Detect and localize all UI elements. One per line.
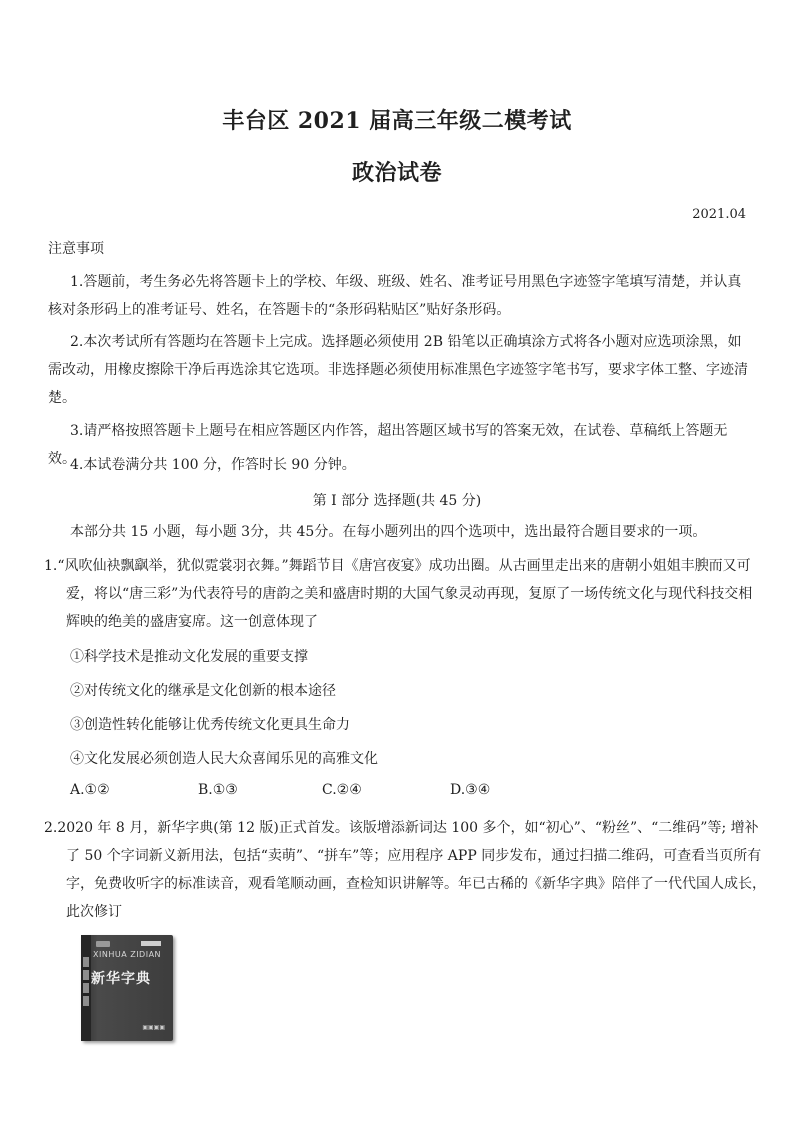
note-item-4: 4.本试卷满分共 100 分，作答时长 90 分钟。 [70, 457, 356, 473]
note-item-1: 1.答题前，考生务必先将答题卡上的学校、年级、班级、姓名、准考证号用黑色字迹签字笔填写清楚，并认真核对条形码上的准考证号、姓名，在答题卡的“条形码粘贴区”贴好条形码。 [48, 274, 742, 318]
question-1-choice-a: A.①② [70, 782, 110, 798]
section-intro: 本部分共 15 小题，每小题 3分，共 45分。在每小题列出的四个选项中，选出最符合题目要求的一项。 [70, 524, 707, 540]
question-1-choice-c: C.②④ [322, 782, 362, 798]
page-subtitle: 政治试卷 [351, 160, 442, 186]
book-top-mark [141, 941, 161, 946]
book-name: 新华字典 [91, 971, 151, 987]
question-1-choice-b: B.①③ [198, 782, 238, 798]
question-1-stem: 1.“风吹仙袂飘飖举，犹似霓裳羽衣舞。”舞蹈节目《唐宫夜宴》成功出圈。从古画里走出来的唐朝小姐姐丰腴而又可爱，将以“唐三彩”为代表符号的唐韵之美和盛唐时期的大国气象灵动再现，复原了一场传统文化与现代科技交相辉映的绝美的盛唐宴席。这一创意体现了 [44, 558, 753, 630]
book-spine-marks [83, 957, 91, 1017]
note-item-3: 3.请严格按照答题卡上题号在相应答题区内作答，超出答题区域书写的答案无效，在试卷、草稿纸上答题无效。 [48, 423, 728, 467]
dictionary-cover-image [81, 935, 173, 1041]
notes-heading: 注意事项 [48, 241, 104, 257]
question-1-choice-d: D.③④ [450, 782, 491, 798]
section-title: 第 I 部分 选择题(共 45 分) [312, 493, 482, 509]
exam-date: 2021.04 [692, 207, 746, 222]
page-title: 丰台区 2021 届高三年级二模考试 [222, 108, 572, 134]
book-edition-label [96, 941, 110, 947]
question-1-option-2: ②对传统文化的继承是文化创新的根本途径 [70, 683, 336, 699]
question-1-option-3: ③创造性转化能够让优秀传统文化更具生命力 [70, 717, 350, 733]
note-item-2: 2.本次考试所有答题均在答题卡上完成。选择题必须使用 2B 铅笔以正确填涂方式将各小题对应选项涂黑，如需改动，用橡皮擦除干净后再选涂其它选项。非选择题必须使用标准黑色字迹签字笔书写，要求字体工整、字迹清楚。 [48, 334, 748, 406]
question-1-option-4: ④文化发展必须创造人民大众喜闻乐见的高雅文化 [70, 751, 378, 767]
question-2-stem: 2.2020 年 8 月，新华字典(第 12 版)正式首发。该版增添新词达 100 多个，如“初心”、“粉丝”、“二维码”等; 增补了 50 个字词新义新用法，包括“卖萌”、“拼车”等；应用程序 APP 同步发布，通过扫描二维码，可查看当页所有字，免费收听字的标准读音，观看笔顺动画，查检知识讲解等。年已古稀的《新华字典》陪伴了一代代国人成长，此次修订 [44, 820, 766, 920]
book-pinyin: XINHUA ZIDIAN [93, 950, 162, 959]
question-1-option-1: ①科学技术是推动文化发展的重要支撑 [70, 649, 308, 665]
book-publisher-mark: ▣▣▣▣ [142, 1024, 165, 1031]
